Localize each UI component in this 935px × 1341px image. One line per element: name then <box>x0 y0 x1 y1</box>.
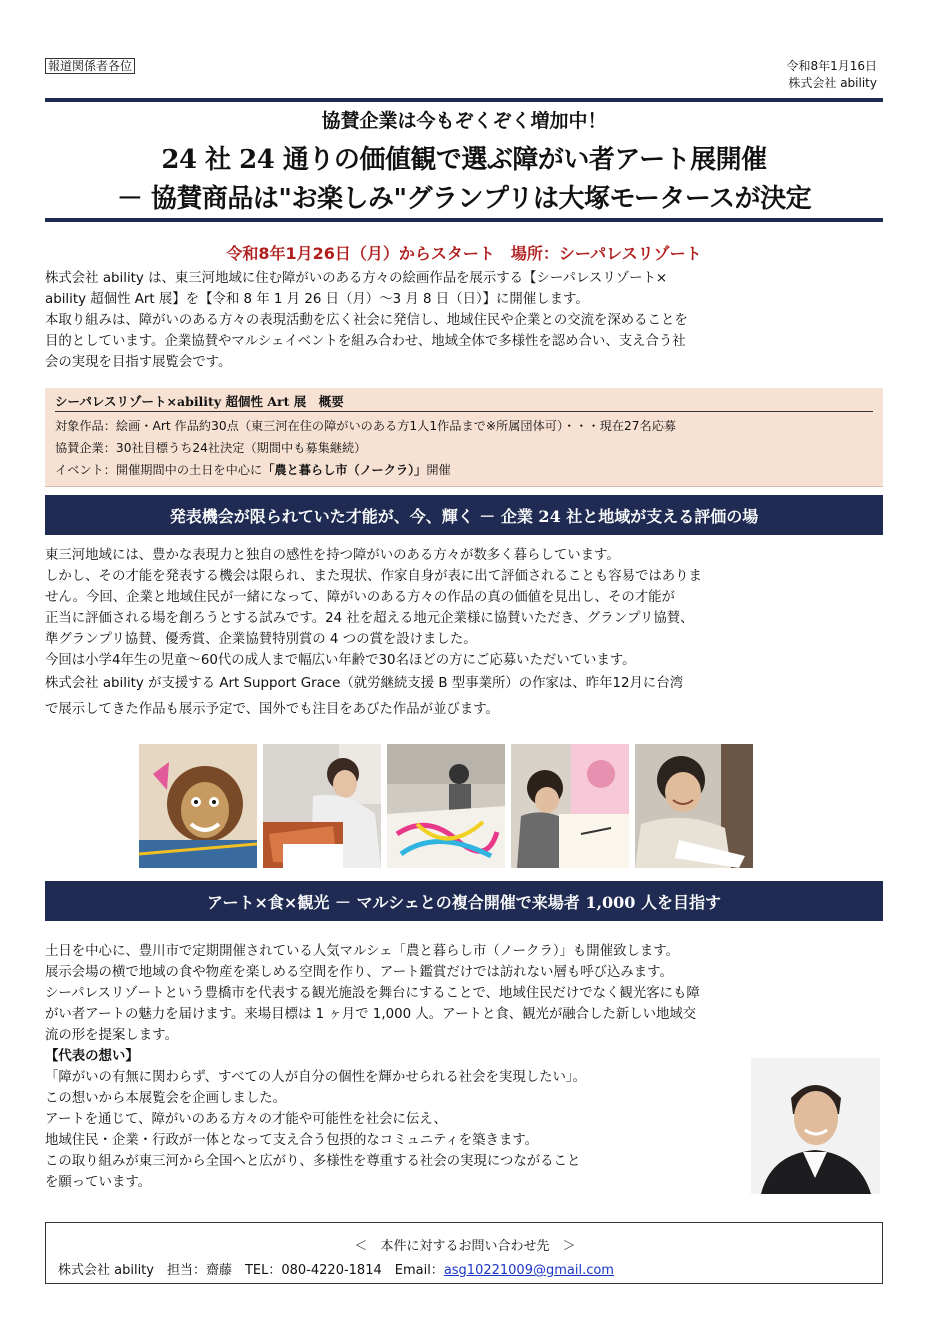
section1-body <box>45 545 890 723</box>
contact-box <box>45 1222 883 1284</box>
release-date: 令和8年1月16日 <box>786 59 877 73</box>
artist-drawing-photo <box>511 744 629 868</box>
workshop-table-photo <box>387 744 505 868</box>
section1-line: せん。今回、企業と地域住民が一緒になって、障がいのある方々の作品の真の価値を見出し、その才能が <box>45 590 675 605</box>
artwork-photo <box>139 744 257 868</box>
intro-line: 会の実現を目指す展覧会です。 <box>45 355 232 370</box>
intro-line: 株式会社 ability は、東三河地域に住む障がいのある方々の絵画作品を展示する【シーパレスリゾート× <box>45 271 668 286</box>
contact-line <box>58 1259 614 1278</box>
summary-line-works: 対象作品：絵画・Art 作品約30点（東三河在住の障がいのある方1人1作品まで※所属団体可）・・・現在27名応募 <box>55 419 677 433</box>
contact-info: 株式会社 ability 担当：齋藤 TEL：080-4220-1814 Email： <box>58 1263 444 1278</box>
headline-main: 24 社 24 通りの価値観で選ぶ障がい者アート展開催 <box>161 145 767 175</box>
summary-line-event <box>55 461 451 479</box>
section1-band: 発表機会が限られていた才能が、今、輝く － 企業 24 社と地域が支える評価の場 <box>45 495 883 535</box>
summary-event-name: 「農と暮らし市（ノークラ）」 <box>262 463 427 477</box>
top-rule <box>45 98 883 102</box>
section2-band: アート×食×観光 － マルシェとの複合開催で来場者 1,000 人を目指す <box>45 881 883 921</box>
audience-label: 報道関係者各位 <box>45 58 135 74</box>
section1-line: 今回は小学4年生の児童～60代の成人まで幅広い年齢で30名ほどの方にご応募いただいています。 <box>45 653 636 668</box>
bottom-rule <box>45 218 883 222</box>
summary-box <box>45 388 883 487</box>
rep-line: この想いから本展覧会を企画しました。 <box>45 1091 287 1106</box>
section1-line: 東三河地域には、豊かな表現力と独自の感性を持つ障がいのある方々が数多く暮らしています。 <box>45 548 620 563</box>
section2-line: がい者アートの魅力を届けます。来場目標は 1 ヶ月で 1,000 人。アートと食、観光が融合した新しい地域交 <box>45 1007 697 1022</box>
event-date-location: 令和8年1月26日（月）からスタート 場所：シーパレスリゾート <box>226 244 702 263</box>
section2-line: 展示会場の横で地域の食や物産を楽しめる空間を作り、アート鑑賞だけでは訪れない層も呼び込みます。 <box>45 965 673 980</box>
section2-line: シーパレスリゾートという豊橋市を代表する観光施設を舞台にすることで、地域住民だけでなく観光客にも障 <box>45 986 700 1001</box>
section1-line: しかし、その才能を発表する機会は限られ、また現状、作家自身が表に出て評価されることも容易ではありま <box>45 569 702 584</box>
representative-heading: 【代表の想い】 <box>45 1049 139 1064</box>
rep-line: アートを通じて、障がいのある方々の才能や可能性を社会に伝え、 <box>45 1112 447 1127</box>
section1-line: 準グランプリ協賛、優秀賞、企業協賛特別賞の 4 つの賞を設けました。 <box>45 632 477 647</box>
intro-line: ability 超個性 Art 展】を【令和 8 年 1 月 26 日（月）～3 月 8 日（日）】に開催します。 <box>45 292 589 307</box>
contact-title: ＜ 本件に対するお問い合わせ先 ＞ <box>354 1239 576 1254</box>
artist-smiling-photo <box>635 744 753 868</box>
summary-line-sponsors: 協賛企業：30社目標うち24社決定（期間中も募集継続） <box>55 441 367 455</box>
headline-main-2: － 協賛商品は"お楽しみ"グランプリは大塚モータースが決定 <box>116 184 812 214</box>
representative-portrait <box>751 1058 880 1194</box>
intro-paragraph <box>45 268 890 373</box>
summary-event-post: 開催 <box>426 463 451 477</box>
rep-line: 地域住民・企業・行政が一体となって支え合う包摂的なコミュニティを築きます。 <box>45 1133 539 1148</box>
artist-painting-photo <box>263 744 381 868</box>
intro-line: 本取り組みは、障がいのある方々の表現活動を広く社会に発信し、地域住民や企業との交流を深めることを <box>45 313 688 328</box>
rep-line: を願っています。 <box>45 1175 152 1190</box>
summary-title: シーパレスリゾート×ability 超個性 Art 展 概要 <box>55 392 873 412</box>
section2-line: 土日を中心に、豊川市で定期開催されている人気マルシェ「農と暮らし市（ノークラ）」も開催致します。 <box>45 944 679 959</box>
headline-sub: 協賛企業は今もぞくぞく増加中！ <box>321 110 607 132</box>
intro-line: 目的としています。企業協賛やマルシェイベントを組み合わせ、地域全体で多様性を認め合い、支え合う社 <box>45 334 686 349</box>
rep-line: この取り組みが東三河から全国へと広がり、多様性を尊重する社会の実現につながること <box>45 1154 581 1169</box>
summary-event-pre: イベント：開催期間中の土日を中心に <box>55 463 263 477</box>
contact-email-link[interactable]: asg10221009@gmail.com <box>443 1263 614 1278</box>
company-name: 株式会社 ability <box>788 76 877 90</box>
date-block <box>786 58 877 92</box>
rep-line: 「障がいの有無に関わらず、すべての人が自分の個性を輝かせられる社会を実現したい」。 <box>45 1070 586 1085</box>
section2-line: 流の形を提案します。 <box>45 1028 178 1043</box>
section1-line: 正当に評価される場を創ろうとする試みです。24 社を超える地元企業様に協賛いただき、グランプリ協賛、 <box>45 611 694 626</box>
section1-line: で展示してきた作品も展示予定で、国外でも注目をあびた作品が並びます。 <box>45 702 499 717</box>
section1-line: 株式会社 ability が支援する Art Support Grace（就労継続支援 B 型事業所）の作家は、昨年12月に台湾 <box>45 676 684 691</box>
